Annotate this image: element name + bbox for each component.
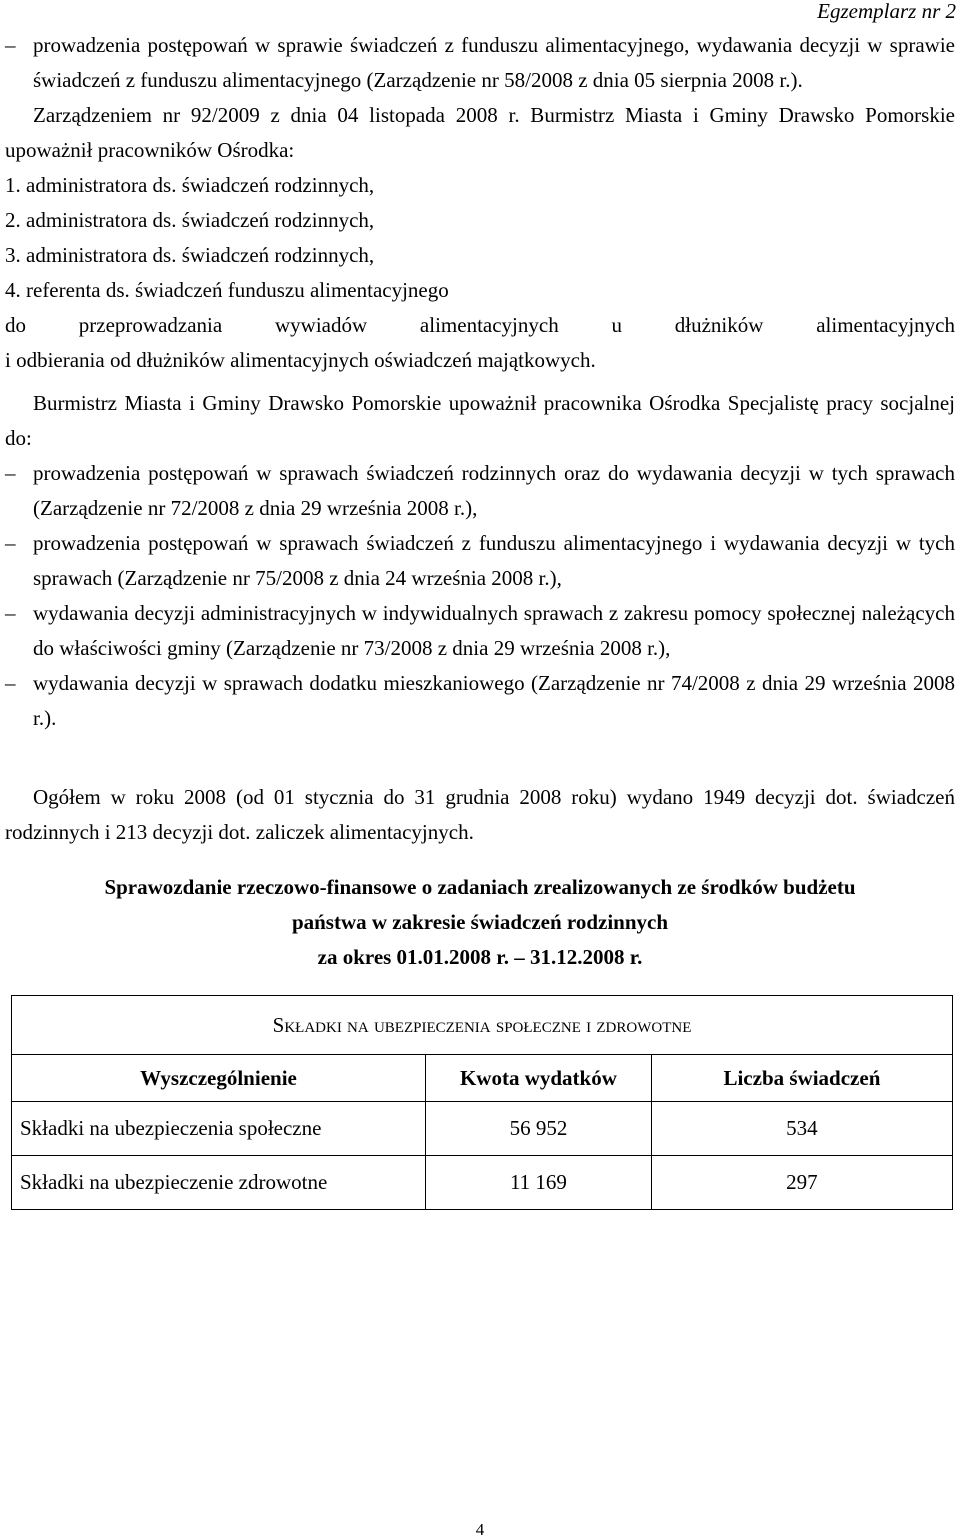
report-heading-line: państwa w zakresie świadczeń rodzinnych [291, 910, 669, 934]
intro-list-item [5, 28, 955, 98]
duty-text: wydawania decyzji administracyjnych w indywidualnych sprawach z zakresu pomocy społecznej należących do właściwości gminy (Zarządzenie nr 73/2008 z dnia 29 września 2008 r.), [33, 601, 955, 660]
staff-item: 1. administratora ds. świadczeń rodzinnych, [5, 173, 375, 197]
duty-item [5, 456, 955, 526]
dash-bullet: – [5, 671, 16, 695]
authorization-paragraph: Zarządzeniem nr 92/2009 z dnia 04 listopada 2008 r. Burmistrz Miasta i Gminy Drawsko Pomorskie upoważnił pracowników Ośrodka: [5, 103, 955, 162]
table-cell: 11 169 [426, 1156, 652, 1210]
duty-text: prowadzenia postępowań w sprawach świadczeń rodzinnych oraz do wydawania decyzji w tych sprawach (Zarządzenie nr 72/2008 z dnia 29 września 2008 r.), [33, 461, 955, 520]
duty-text: prowadzenia postępowań w sprawach świadczeń z funduszu alimentacyjnego i wydawania decyzji w tych sprawach (Zarządzenie nr 75/2008 z dnia 24 września 2008 r.), [33, 531, 955, 590]
table-cell: 534 [651, 1102, 952, 1156]
dash-bullet: – [5, 531, 16, 555]
duty-item [5, 526, 955, 596]
column-header: Liczba świadczeń [651, 1055, 952, 1102]
duty-item [5, 666, 955, 736]
table-caption: Składki na ubezpieczenia społeczne i zdrowotne [12, 996, 953, 1055]
staff-item: 3. administratora ds. świadczeń rodzinnych, [5, 243, 375, 267]
duty-item [5, 596, 955, 666]
table-row [12, 1102, 953, 1156]
specialist-paragraph: Burmistrz Miasta i Gminy Drawsko Pomorskie upoważnił pracownika Ośrodka Specjalistę pracy socjalnej do: [5, 391, 955, 450]
summary-paragraph: Ogółem w roku 2008 (od 01 stycznia do 31 grudnia 2008 roku) wydano 1949 decyzji dot. świadczeń rodzinnych i 213 decyzji dot. zaliczek alimentacyjnych. [5, 785, 955, 844]
table-cell: Składki na ubezpieczenia społeczne [12, 1102, 426, 1156]
column-header: Kwota wydatków [426, 1055, 652, 1102]
table-cell: 56 952 [426, 1102, 652, 1156]
report-heading-line: Sprawozdanie rzeczowo-finansowe o zadaniach zrealizowanych ze środków budżetu [104, 875, 856, 899]
contributions-table [11, 995, 953, 1210]
duties-list [5, 456, 955, 736]
staff-purpose-line: do przeprowadzania wywiadów alimentacyjnych u dłużników alimentacyjnych [5, 313, 955, 337]
table-row [12, 1156, 953, 1210]
dash-bullet: – [5, 33, 16, 57]
staff-purpose-line: i odbierania od dłużników alimentacyjnych oświadczeń majątkowych. [5, 348, 596, 372]
column-header: Wyszczególnienie [12, 1055, 426, 1102]
table-cell: Składki na ubezpieczenie zdrowotne [12, 1156, 426, 1210]
staff-list [5, 168, 955, 308]
copy-number-label: Egzemplarz nr 2 [817, 0, 956, 23]
dash-bullet: – [5, 461, 16, 485]
table-header-row [12, 1055, 953, 1102]
document-body [5, 28, 955, 1210]
report-heading [5, 870, 955, 975]
dash-bullet: – [5, 601, 16, 625]
staff-item: 2. administratora ds. świadczeń rodzinnych, [5, 208, 375, 232]
intro-item-text: prowadzenia postępowań w sprawie świadczeń z funduszu alimentacyjnego, wydawania decyzji w sprawie świadczeń z funduszu alimentacyjnego (Zarządzenie nr 58/2008 z dnia 05 sierpnia 2008 r.). [33, 33, 955, 92]
table-cell: 297 [651, 1156, 952, 1210]
staff-item: 4. referenta ds. świadczeń funduszu alimentacyjnego [5, 278, 449, 302]
page-number: 4 [475, 1520, 485, 1539]
duty-text: wydawania decyzji w sprawach dodatku mieszkaniowego (Zarządzenie nr 74/2008 z dnia 29 września 2008 r.). [33, 671, 955, 730]
report-heading-line: za okres 01.01.2008 r. – 31.12.2008 r. [317, 945, 643, 969]
